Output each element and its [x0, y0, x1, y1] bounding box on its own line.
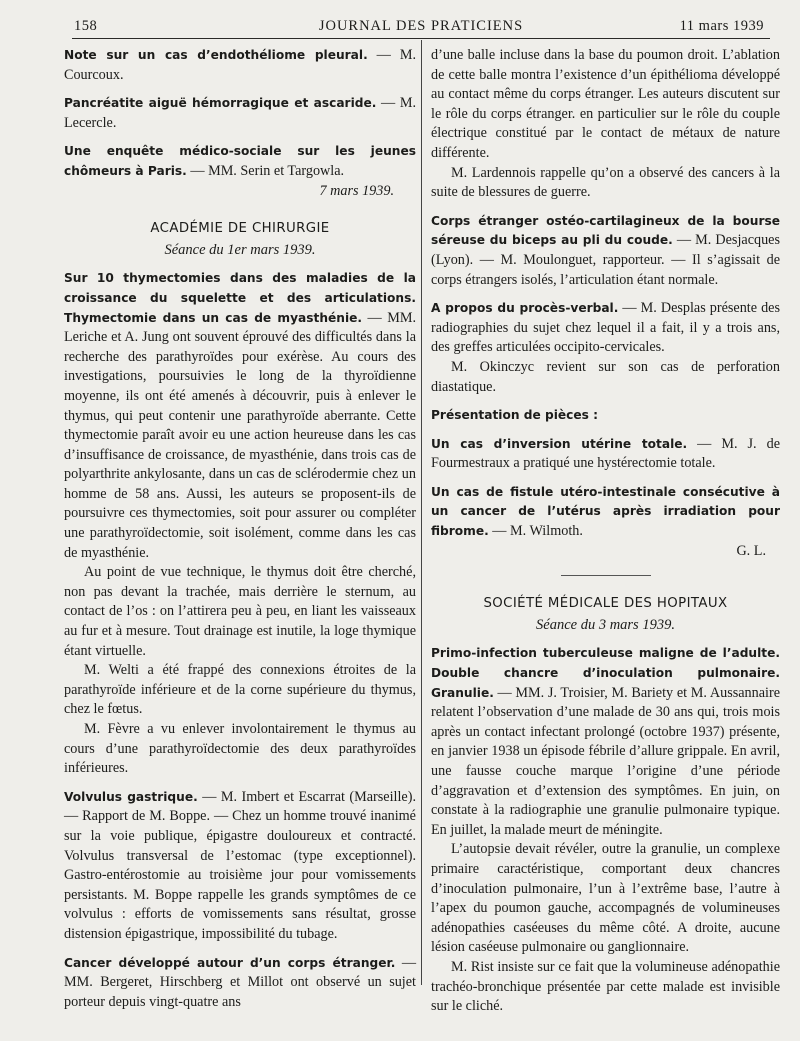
paragraph-rist: M. Rist insiste sur ce fait que la volumineuse adénopathie trachéo-bronchique présentée par cette malade est invisible sur le cliché.: [431, 958, 780, 1015]
abstract-fistule: [431, 483, 780, 542]
abstract-title: Sur 10 thymectomies dans des maladies de la croissance du squelette et des articulations. Thymectomie dans un cas de myasthénie.: [64, 271, 416, 325]
left-column: [64, 46, 416, 1012]
paragraph-welti: M. Welti a été frappé des connexions étroites de la parathyroïde inférieure et de la corne supérieure du thymus, chez le fœtus.: [64, 662, 416, 718]
abstract-authors: — MM. Serin et Targowla.: [186, 162, 345, 179]
abstract-body: — M. Desplas présente des radiographies du sujet chez lequel il a fait, il y a trois ans, des greffes articulées occipito-cervicales.: [431, 300, 780, 356]
abstract-pancreatite: [64, 94, 416, 133]
author-initials: G. L.: [736, 542, 766, 559]
abstract-body: — M. Desjacques (Lyon). — M. Moulonguet, rapporteur. — Il s’agissait de corps étrangers isolés, l’articulation étant normale.: [431, 232, 780, 288]
section-title-academie: ACADÉMIE DE CHIRURGIE: [150, 221, 330, 237]
journal-title: JOURNAL DES PRATICIENS: [318, 18, 524, 34]
section-title-societe: SOCIÉTÉ MÉDICALE DES HOPITAUX: [483, 596, 728, 612]
paragraph-autopsie: L’autopsie devait révéler, outre la granulie, un complexe primaire caractéristique, comportant deux chancres d’inoculation pulmonaire, l’un à l’extrême base, l’autre à l’apex du poumon gauche, accompagnés de volumineuses adénopathies caséeuses du même côté. A droite, aucune lésion caséeuse pulmonaire ou ganglionnaire.: [431, 841, 780, 956]
report-date: 7 mars 1939.: [319, 182, 394, 199]
abstract-title: Primo-infection tuberculeuse maligne de l’adulte. Double chancre d’inoculation pulmonaire. Granulie.: [431, 646, 780, 700]
column-divider: [421, 40, 422, 985]
abstract-title: Corps étranger ostéo-cartilagineux de la bourse séreuse du biceps au pli du coude.: [431, 213, 780, 248]
abstract-title: Pancréatite aiguë hémorragique et ascaride.: [64, 96, 377, 111]
abstract-endotheliome: [64, 46, 416, 85]
heading-presentation: [431, 406, 780, 426]
paragraph-technique: Au point de vue technique, le thymus doit être cherché, non pas devant la trachée, mais derrière le sternum, au contact de l’os : on l’attirera peu à peu, en liant les vaisseaux au fur et à mesure. Tout drainage est inutile, la loge thymique étant virtuelle.: [64, 564, 416, 659]
abstract-corps-etranger: [431, 212, 780, 290]
abstract-authors: — M. Courcoux.: [64, 47, 416, 83]
paragraph-fevre: M. Fèvre a vu enlever involontairement le thymus au cours d’une parathyroïdectomie des deux parathyroïdes inférieures.: [64, 721, 416, 777]
abstract-chomeurs: [64, 142, 416, 181]
abstract-title: Volvulus gastrique.: [64, 789, 198, 804]
abstract-authors: — M. Lecercle.: [64, 95, 416, 131]
abstract-proces-verbal: [431, 299, 780, 358]
abstract-body: — MM. J. Troisier, M. Bariety et M. Aussannaire relatent l’observation d’une malade de 30 ans qui, trois mois après un contact infectant prolongé (octobre 1937) présente, en janvier 1938 un épisode fébrile d’allure grippale. En avril, une fausse couche marque l’origine d’une période d’aggravation et d’extension des symptômes. En juin, on constate à la radiographie une granulie pulmonaire typique. En juillet, la malade meurt de méningite.: [431, 684, 780, 838]
section-session-date: Séance du 3 mars 1939.: [536, 616, 675, 633]
section-divider: [561, 575, 651, 576]
abstract-body: — M. Imbert et Escarrat (Marseille). — Rapport de M. Boppe. — Chez un homme trouvé inanimé sur la voie publique, épigastre douloureux et contracté. Volvulus transversal de l’estomac (type exceptionnel). Gastro-entérostomie au troisième jour pour vomissements persistants. M. Boppe rappelle les grands symptômes de ce volvulus : efforts de vomissements sans résultat, grosse distension épigastrique, impossibilité du tubage.: [64, 788, 416, 942]
paragraph-lardennois: M. Lardennois rappelle qu’on a observé des cancers à la suite de blessures de guerre.: [431, 164, 780, 201]
abstract-volvulus: [64, 788, 416, 945]
abstract-inversion: [431, 435, 780, 474]
heading-text: Présentation de pièces :: [431, 408, 599, 423]
abstract-body: — M. J. de Fourmestraux a pratiqué une hystérectomie totale.: [431, 435, 780, 472]
abstract-title: Une enquête médico-sociale sur les jeunes chômeurs à Paris.: [64, 144, 416, 178]
section-session-date: Séance du 1er mars 1939.: [164, 241, 316, 258]
abstract-body: — M. Wilmoth.: [488, 523, 583, 540]
abstract-title: Note sur un cas d’endothéliome pleural.: [64, 48, 368, 62]
abstract-title: Un cas de fistule utéro-intestinale consécutive à un cancer de l’utérus après irradiation pour fibrome.: [431, 484, 780, 539]
abstract-thymectomies: [64, 269, 416, 563]
abstract-body: — MM. Leriche et A. Jung ont souvent éprouvé des difficultés dans la recherche des parathyroïdes pour exérèse. Au cours des investigations, poursuivies le long de la thyroïdienne moyenne, ils ont été amenés à découvrir, puis à enlever le thymus, qui peut contenir une parathyroïde aberrante. Cette thymectomie paraît avoir eu une action heureuse dans les cas d’insuffisance de croissance, de myasthénie, dans trois cas de polyarthrite ankylosante, dans un cas de sclérodermie chez un homme de 58 ans. Aussi, les auteurs se proposent-ils de poursuivre ces thymectomies, soit pour assurer ou compléter une parathyroïdectomie, soit isolément, comme dans les cas de myasthénie.: [64, 309, 417, 561]
abstract-title: A propos du procès-verbal.: [431, 301, 619, 316]
abstract-cancer: [64, 954, 416, 1013]
abstract-title: Un cas d’inversion utérine totale.: [431, 436, 688, 451]
abstract-body: — MM. Bergeret, Hirschberg et Millot ont observé un sujet porteur depuis vingt-quatre ans: [64, 954, 417, 1010]
abstract-primo-infection: [431, 644, 780, 840]
page-number: 158: [74, 18, 98, 34]
issue-date: 11 mars 1939: [679, 18, 764, 34]
page-header: [72, 14, 770, 39]
right-column: [431, 46, 780, 1017]
abstract-title: Cancer développé autour d’un corps étranger.: [64, 955, 396, 970]
paragraph-okinczyc: M. Okinczyc revient sur son cas de perforation diastatique.: [431, 358, 780, 395]
paragraph-continuation: d’une balle incluse dans la base du poumon droit. L’ablation de cette balle montra l’existence d’un épithélioma développé au contact même du corps étranger. Les auteurs discutent sur le rôle du corps étranger. en particulier sur le rôle du couple électrique constitué par le contact de métaux de nature différente.: [431, 47, 780, 161]
